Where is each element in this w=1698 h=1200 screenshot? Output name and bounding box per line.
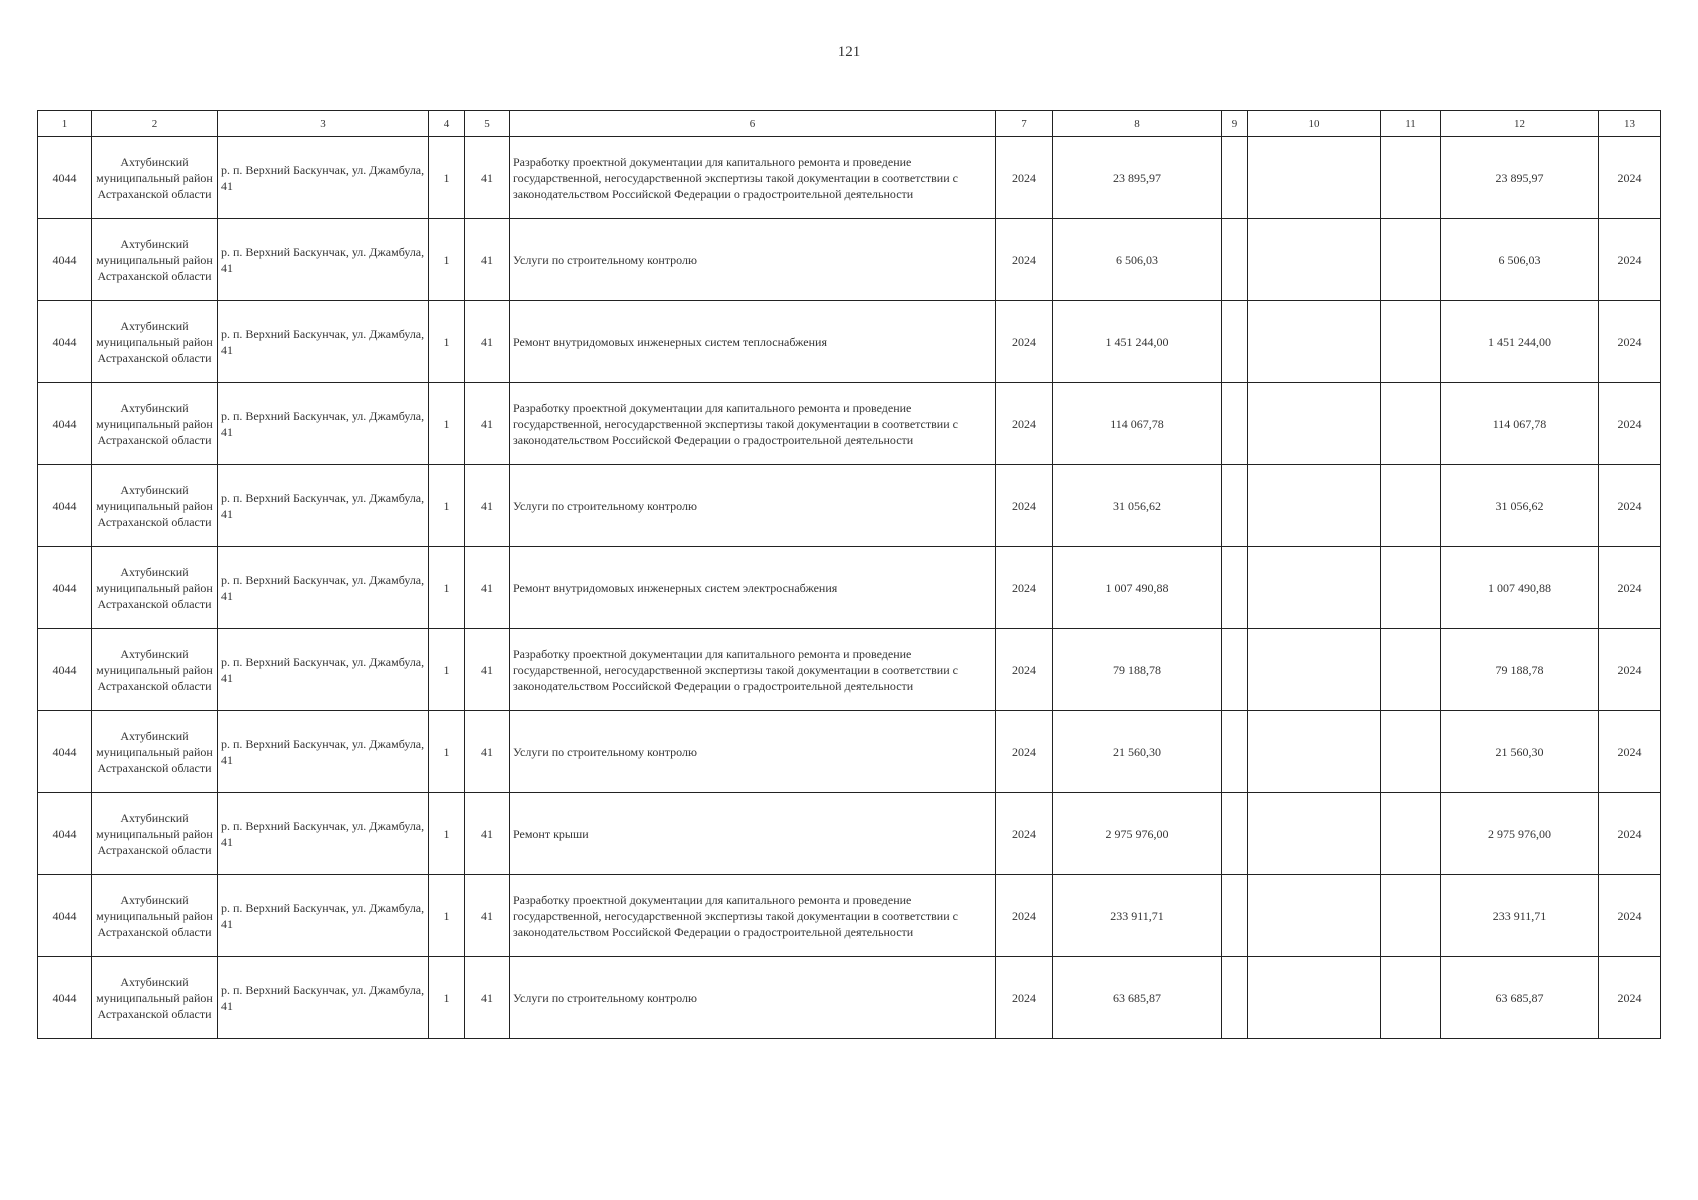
cost-cell: 21 560,30	[1053, 711, 1222, 793]
col4-cell: 1	[429, 301, 465, 383]
col13-year-cell: 2024	[1599, 629, 1661, 711]
col5-cell: 41	[465, 465, 510, 547]
work-type-cell: Ремонт внутридомовых инженерных систем теплоснабжения	[510, 301, 996, 383]
year-cell: 2024	[996, 301, 1053, 383]
address-cell: р. п. Верхний Баскунчак, ул. Джамбула, 41	[218, 301, 429, 383]
year-cell: 2024	[996, 547, 1053, 629]
address-cell: р. п. Верхний Баскунчак, ул. Джамбула, 41	[218, 629, 429, 711]
table-row	[38, 629, 1661, 711]
object-code-cell: 4044	[38, 629, 92, 711]
col9-cell	[1222, 301, 1248, 383]
address-cell: р. п. Верхний Баскунчак, ул. Джамбула, 41	[218, 137, 429, 219]
object-code-cell: 4044	[38, 383, 92, 465]
col4-cell: 1	[429, 711, 465, 793]
col4-cell: 1	[429, 875, 465, 957]
col11-cell	[1381, 793, 1441, 875]
cost-cell: 114 067,78	[1053, 383, 1222, 465]
work-type-cell: Разработку проектной документации для капитального ремонта и проведение государственной, негосударственной экспертизы такой документации в соответствии с законодательством Российской Федерации о градостроительной деятельности	[510, 875, 996, 957]
col-header: 13	[1599, 111, 1661, 137]
col4-cell: 1	[429, 629, 465, 711]
col11-cell	[1381, 629, 1441, 711]
address-cell: р. п. Верхний Баскунчак, ул. Джамбула, 41	[218, 383, 429, 465]
col9-cell	[1222, 383, 1248, 465]
col13-year-cell: 2024	[1599, 957, 1661, 1039]
work-type-cell: Ремонт крыши	[510, 793, 996, 875]
col12-cost-cell: 1 451 244,00	[1441, 301, 1599, 383]
object-code-cell: 4044	[38, 957, 92, 1039]
col11-cell	[1381, 875, 1441, 957]
object-code-cell: 4044	[38, 301, 92, 383]
col5-cell: 41	[465, 875, 510, 957]
col5-cell: 41	[465, 957, 510, 1039]
col4-cell: 1	[429, 465, 465, 547]
col10-cell	[1248, 711, 1381, 793]
col13-year-cell: 2024	[1599, 711, 1661, 793]
col11-cell	[1381, 137, 1441, 219]
col11-cell	[1381, 383, 1441, 465]
cost-cell: 1 007 490,88	[1053, 547, 1222, 629]
col9-cell	[1222, 793, 1248, 875]
col-header: 12	[1441, 111, 1599, 137]
table-row	[38, 711, 1661, 793]
municipality-cell: Ахтубинский муниципальный район Астраханской области	[92, 547, 218, 629]
table-row	[38, 301, 1661, 383]
municipality-cell: Ахтубинский муниципальный район Астраханской области	[92, 629, 218, 711]
col11-cell	[1381, 219, 1441, 301]
col-header: 5	[465, 111, 510, 137]
municipality-cell: Ахтубинский муниципальный район Астраханской области	[92, 219, 218, 301]
address-cell: р. п. Верхний Баскунчак, ул. Джамбула, 41	[218, 547, 429, 629]
col10-cell	[1248, 547, 1381, 629]
col11-cell	[1381, 711, 1441, 793]
col10-cell	[1248, 219, 1381, 301]
works-table	[37, 110, 1661, 1039]
municipality-cell: Ахтубинский муниципальный район Астраханской области	[92, 465, 218, 547]
year-cell: 2024	[996, 465, 1053, 547]
municipality-cell: Ахтубинский муниципальный район Астраханской области	[92, 875, 218, 957]
cost-cell: 1 451 244,00	[1053, 301, 1222, 383]
cost-cell: 23 895,97	[1053, 137, 1222, 219]
object-code-cell: 4044	[38, 219, 92, 301]
work-type-cell: Разработку проектной документации для капитального ремонта и проведение государственной, негосударственной экспертизы такой документации в соответствии с законодательством Российской Федерации о градостроительной деятельности	[510, 629, 996, 711]
col9-cell	[1222, 711, 1248, 793]
municipality-cell: Ахтубинский муниципальный район Астраханской области	[92, 301, 218, 383]
col12-cost-cell: 21 560,30	[1441, 711, 1599, 793]
col-header: 3	[218, 111, 429, 137]
municipality-cell: Ахтубинский муниципальный район Астраханской области	[92, 793, 218, 875]
col12-cost-cell: 114 067,78	[1441, 383, 1599, 465]
col13-year-cell: 2024	[1599, 547, 1661, 629]
address-cell: р. п. Верхний Баскунчак, ул. Джамбула, 41	[218, 219, 429, 301]
year-cell: 2024	[996, 629, 1053, 711]
col9-cell	[1222, 137, 1248, 219]
cost-cell: 6 506,03	[1053, 219, 1222, 301]
year-cell: 2024	[996, 711, 1053, 793]
col13-year-cell: 2024	[1599, 465, 1661, 547]
col12-cost-cell: 79 188,78	[1441, 629, 1599, 711]
work-type-cell: Услуги по строительному контролю	[510, 711, 996, 793]
year-cell: 2024	[996, 875, 1053, 957]
col-header: 10	[1248, 111, 1381, 137]
col11-cell	[1381, 547, 1441, 629]
object-code-cell: 4044	[38, 875, 92, 957]
col13-year-cell: 2024	[1599, 137, 1661, 219]
col-header: 11	[1381, 111, 1441, 137]
col12-cost-cell: 23 895,97	[1441, 137, 1599, 219]
col10-cell	[1248, 875, 1381, 957]
col5-cell: 41	[465, 547, 510, 629]
municipality-cell: Ахтубинский муниципальный район Астраханской области	[92, 957, 218, 1039]
col4-cell: 1	[429, 957, 465, 1039]
col5-cell: 41	[465, 793, 510, 875]
col13-year-cell: 2024	[1599, 301, 1661, 383]
municipality-cell: Ахтубинский муниципальный район Астраханской области	[92, 711, 218, 793]
col4-cell: 1	[429, 383, 465, 465]
col9-cell	[1222, 219, 1248, 301]
col5-cell: 41	[465, 711, 510, 793]
address-cell: р. п. Верхний Баскунчак, ул. Джамбула, 41	[218, 711, 429, 793]
cost-cell: 2 975 976,00	[1053, 793, 1222, 875]
col-header: 9	[1222, 111, 1248, 137]
year-cell: 2024	[996, 793, 1053, 875]
table-row	[38, 383, 1661, 465]
address-cell: р. п. Верхний Баскунчак, ул. Джамбула, 41	[218, 793, 429, 875]
col4-cell: 1	[429, 137, 465, 219]
col9-cell	[1222, 957, 1248, 1039]
work-type-cell: Услуги по строительному контролю	[510, 465, 996, 547]
col-header: 4	[429, 111, 465, 137]
col5-cell: 41	[465, 301, 510, 383]
year-cell: 2024	[996, 957, 1053, 1039]
col-header: 8	[1053, 111, 1222, 137]
table-row	[38, 957, 1661, 1039]
column-number-row	[38, 111, 1661, 137]
col-header: 2	[92, 111, 218, 137]
table-row	[38, 219, 1661, 301]
col12-cost-cell: 6 506,03	[1441, 219, 1599, 301]
col9-cell	[1222, 875, 1248, 957]
col5-cell: 41	[465, 219, 510, 301]
table-row	[38, 137, 1661, 219]
object-code-cell: 4044	[38, 711, 92, 793]
col13-year-cell: 2024	[1599, 383, 1661, 465]
address-cell: р. п. Верхний Баскунчак, ул. Джамбула, 41	[218, 875, 429, 957]
col11-cell	[1381, 957, 1441, 1039]
object-code-cell: 4044	[38, 465, 92, 547]
table-row	[38, 793, 1661, 875]
col-header: 7	[996, 111, 1053, 137]
col10-cell	[1248, 301, 1381, 383]
col13-year-cell: 2024	[1599, 219, 1661, 301]
col9-cell	[1222, 547, 1248, 629]
object-code-cell: 4044	[38, 793, 92, 875]
table-row	[38, 875, 1661, 957]
object-code-cell: 4044	[38, 137, 92, 219]
col5-cell: 41	[465, 383, 510, 465]
col10-cell	[1248, 629, 1381, 711]
col10-cell	[1248, 957, 1381, 1039]
year-cell: 2024	[996, 383, 1053, 465]
col11-cell	[1381, 465, 1441, 547]
col13-year-cell: 2024	[1599, 875, 1661, 957]
col12-cost-cell: 31 056,62	[1441, 465, 1599, 547]
col12-cost-cell: 233 911,71	[1441, 875, 1599, 957]
col4-cell: 1	[429, 219, 465, 301]
cost-cell: 233 911,71	[1053, 875, 1222, 957]
col11-cell	[1381, 301, 1441, 383]
col12-cost-cell: 63 685,87	[1441, 957, 1599, 1039]
col4-cell: 1	[429, 547, 465, 629]
col12-cost-cell: 1 007 490,88	[1441, 547, 1599, 629]
col-header: 6	[510, 111, 996, 137]
cost-cell: 63 685,87	[1053, 957, 1222, 1039]
col9-cell	[1222, 629, 1248, 711]
municipality-cell: Ахтубинский муниципальный район Астраханской области	[92, 383, 218, 465]
work-type-cell: Услуги по строительному контролю	[510, 957, 996, 1039]
col13-year-cell: 2024	[1599, 793, 1661, 875]
work-type-cell: Разработку проектной документации для капитального ремонта и проведение государственной, негосударственной экспертизы такой документации в соответствии с законодательством Российской Федерации о градостроительной деятельности	[510, 383, 996, 465]
object-code-cell: 4044	[38, 547, 92, 629]
col4-cell: 1	[429, 793, 465, 875]
col9-cell	[1222, 465, 1248, 547]
work-type-cell: Разработку проектной документации для капитального ремонта и проведение государственной, негосударственной экспертизы такой документации в соответствии с законодательством Российской Федерации о градостроительной деятельности	[510, 137, 996, 219]
col5-cell: 41	[465, 137, 510, 219]
municipality-cell: Ахтубинский муниципальный район Астраханской области	[92, 137, 218, 219]
col10-cell	[1248, 465, 1381, 547]
table-row	[38, 465, 1661, 547]
work-type-cell: Услуги по строительному контролю	[510, 219, 996, 301]
col5-cell: 41	[465, 629, 510, 711]
cost-cell: 79 188,78	[1053, 629, 1222, 711]
col10-cell	[1248, 793, 1381, 875]
col10-cell	[1248, 383, 1381, 465]
address-cell: р. п. Верхний Баскунчак, ул. Джамбула, 41	[218, 957, 429, 1039]
col12-cost-cell: 2 975 976,00	[1441, 793, 1599, 875]
address-cell: р. п. Верхний Баскунчак, ул. Джамбула, 41	[218, 465, 429, 547]
col10-cell	[1248, 137, 1381, 219]
year-cell: 2024	[996, 137, 1053, 219]
work-type-cell: Ремонт внутридомовых инженерных систем электроснабжения	[510, 547, 996, 629]
page-number: 121	[837, 44, 861, 60]
cost-cell: 31 056,62	[1053, 465, 1222, 547]
col-header: 1	[38, 111, 92, 137]
year-cell: 2024	[996, 219, 1053, 301]
table-row	[38, 547, 1661, 629]
